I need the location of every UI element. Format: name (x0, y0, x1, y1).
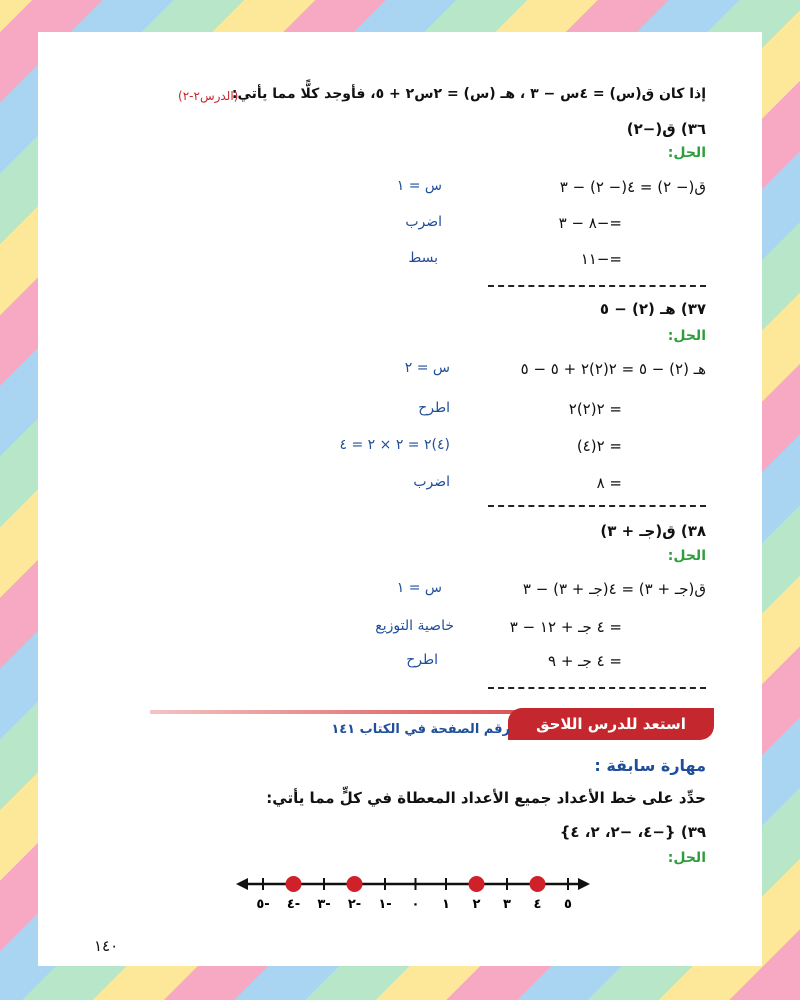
number-line-tick-label: ٥ (564, 897, 572, 912)
step-note: س = ١ (396, 178, 442, 194)
section-divider (488, 687, 706, 689)
number-line-point (469, 876, 485, 892)
book-page-reference: رقم الصفحة في الكتاب ١٤١ (331, 722, 510, 737)
number-line-point (347, 876, 363, 892)
skill-heading: مهارة سابقة : (594, 756, 706, 775)
page-number: ١٤٠ (94, 937, 119, 955)
question-36: ٣٦) ق(−٢) (626, 120, 706, 138)
question-37: ٣٧) هـ (٢) − ٥ (599, 300, 706, 318)
section-divider (488, 285, 706, 287)
math-line: هـ (٢) − ٥ = ٢(٢)٢ + ٥ − ٥ (520, 360, 706, 378)
number-line-tick-label: ٣- (317, 897, 331, 912)
math-line: = ٢(٢)٢ (568, 400, 622, 418)
math-line: = ٢(٤) (576, 437, 622, 455)
next-lesson-banner: استعد للدرس اللاحق (508, 708, 714, 740)
number-line-point (286, 876, 302, 892)
number-line-point (530, 876, 546, 892)
step-note: اضرب (405, 214, 442, 230)
math-line: ق(− ٢) = ٤(− ٢) − ٣ (559, 178, 706, 196)
skill-instruction: حدِّد على خط الأعداد جميع الأعداد المعطاة في كلٍّ مما يأتي: (266, 789, 706, 807)
section-divider (488, 505, 706, 507)
math-line: = ٨ (596, 474, 622, 492)
solution-label: الحل: (667, 328, 706, 344)
number-line-tick-label: ٢- (347, 897, 362, 912)
math-line: =−٨ − ٣ (558, 214, 622, 232)
number-line-tick-label: ١- (378, 897, 392, 912)
number-line-tick-label: ١ (442, 897, 450, 912)
lesson-reference: (الدرس٢-٢) (178, 89, 239, 103)
solution-label: الحل: (667, 850, 706, 866)
step-note: اطرح (418, 400, 450, 416)
number-line-tick-label: ٤ (533, 897, 542, 912)
number-line (228, 870, 598, 914)
math-line: ق(جـ + ٣) = ٤(جـ + ٣) − ٣ (522, 580, 706, 598)
math-line: = ٤ جـ + ٩ (547, 652, 622, 670)
step-note: س = ٢ (404, 360, 450, 376)
step-note: اضرب (413, 474, 450, 490)
solution-label: الحل: (667, 145, 706, 161)
step-note: س = ١ (396, 580, 442, 596)
number-line-tick-label: ٣ (503, 897, 511, 912)
question-39: ٣٩) {−٤، −٢، ٢، ٤} (559, 823, 706, 841)
number-line-tick-label: ٤- (286, 897, 301, 912)
number-line-tick-label: ٠ (411, 897, 420, 912)
number-line-tick-label: ٢ (472, 897, 481, 912)
question-38: ٣٨) ق(جـ + ٣) (600, 522, 706, 540)
solution-label: الحل: (667, 548, 706, 564)
number-line-tick-label: ٥- (256, 897, 270, 912)
math-line: =−١١ (580, 250, 622, 268)
step-note: (٤)٢ = ٢ × ٢ = ٤ (339, 437, 450, 453)
right-arrow-icon (578, 878, 590, 890)
math-line: = ٤ جـ + ١٢ − ٣ (509, 618, 622, 636)
step-note: بسط (408, 250, 438, 266)
worksheet-page (38, 32, 762, 966)
step-note: اطرح (406, 652, 438, 668)
left-arrow-icon (236, 878, 248, 890)
step-note: خاصية التوزيع (375, 618, 454, 634)
problem-intro: إذا كان ق(س) = ٤س − ٣ ، هـ (س) = ٢س٢ + ٥، فأوجد كلًّا مما يأتي: (231, 86, 706, 102)
